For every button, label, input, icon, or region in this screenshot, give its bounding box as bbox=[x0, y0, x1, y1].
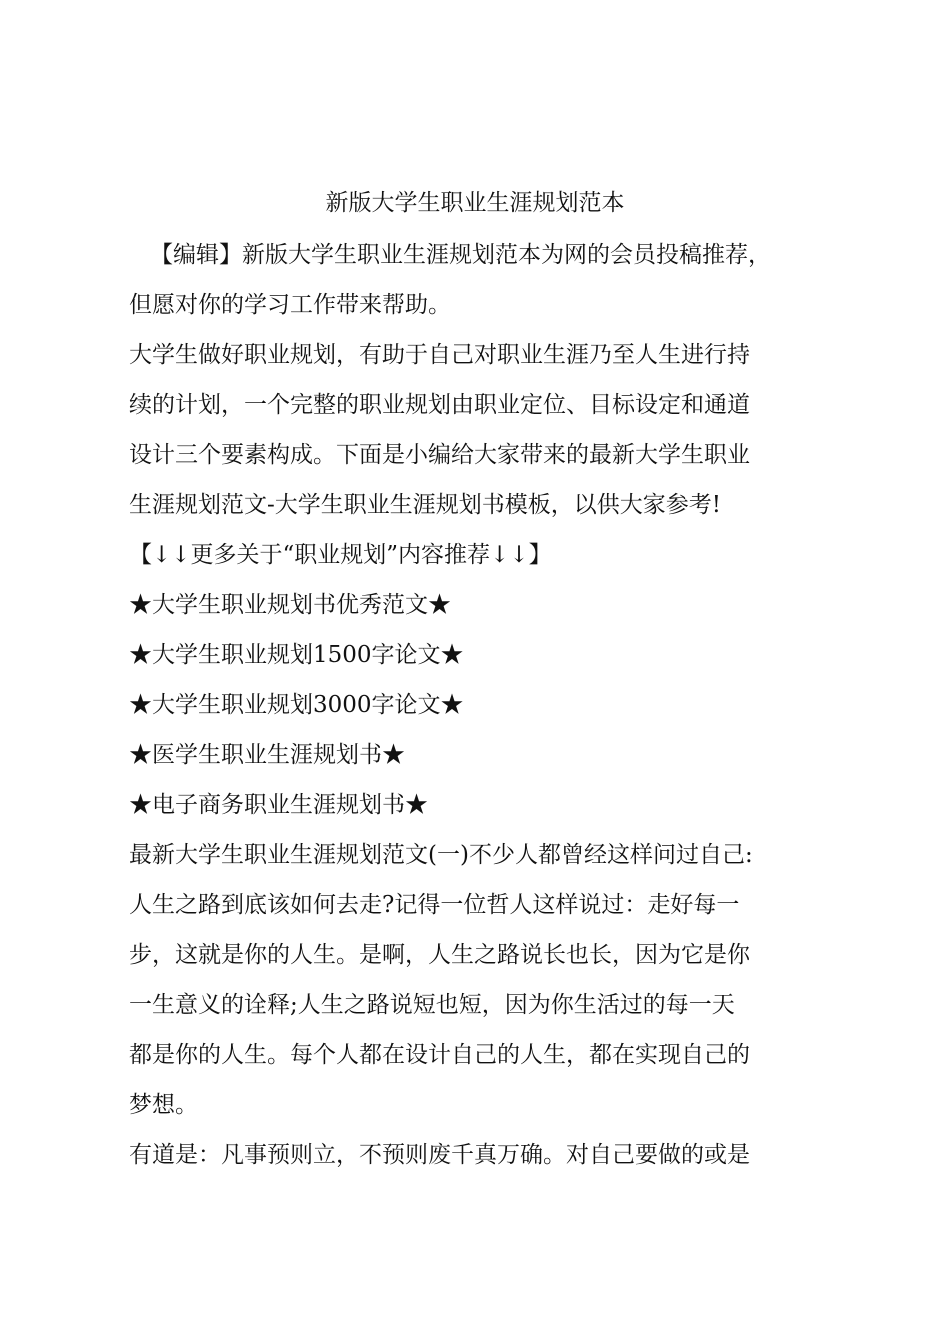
recommendation-link[interactable]: ★医学生职业生涯规划书★ bbox=[129, 742, 405, 768]
recommendation-header: 【↓↓更多关于“职业规划”内容推荐↓↓】 bbox=[129, 542, 552, 568]
paragraph-line: 设计三个要素构成。下面是小编给大家带来的最新大学生职业 bbox=[129, 442, 750, 468]
paragraph-line: 【编辑】新版大学生职业生涯规划范本为网的会员投稿推荐， bbox=[150, 242, 771, 268]
paragraph-line: 都是你的人生。每个人都在设计自己的人生，都在实现自己的 bbox=[129, 1042, 750, 1068]
paragraph-line: 但愿对你的学习工作带来帮助。 bbox=[129, 292, 451, 318]
paragraph-line: 一生意义的诠释;人生之路说短也短，因为你生活过的每一天 bbox=[129, 992, 735, 1018]
recommendation-link[interactable]: ★大学生职业规划书优秀范文★ bbox=[129, 592, 451, 618]
recommendation-link[interactable]: ★大学生职业规划1500字论文★ bbox=[129, 642, 464, 668]
paragraph-line: 步，这就是你的人生。是啊，人生之路说长也长，因为它是你 bbox=[129, 942, 750, 968]
paragraph-line: 大学生做好职业规划，有助于自己对职业生涯乃至人生进行持 bbox=[129, 342, 750, 368]
recommendation-link[interactable]: ★电子商务职业生涯规划书★ bbox=[129, 792, 428, 818]
paragraph-line: 有道是：凡事预则立，不预则废千真万确。对自己要做的或是 bbox=[129, 1142, 750, 1168]
paragraph-line: 梦想。 bbox=[129, 1092, 198, 1118]
document-title: 新版大学生职业生涯规划范本 bbox=[325, 190, 625, 216]
recommendation-link[interactable]: ★大学生职业规划3000字论文★ bbox=[129, 692, 464, 718]
paragraph-line: 最新大学生职业生涯规划范文(一)不少人都曾经这样问过自己: bbox=[129, 842, 753, 868]
paragraph-line: 续的计划，一个完整的职业规划由职业定位、目标设定和通道 bbox=[129, 392, 750, 418]
paragraph-line: 生涯规划范文-大学生职业生涯规划书模板，以供大家参考! bbox=[129, 492, 722, 518]
paragraph-line: 人生之路到底该如何去走?记得一位哲人这样说过：走好每一 bbox=[129, 892, 740, 918]
